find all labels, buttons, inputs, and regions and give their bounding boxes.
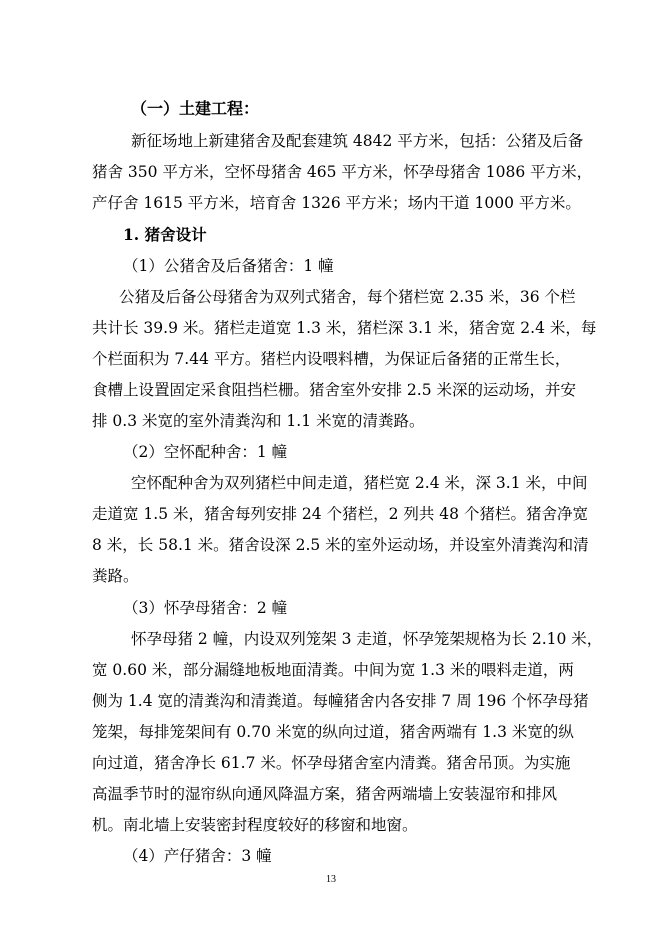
item1-line-5: 排 0.3 米宽的室外清粪沟和 1.1 米宽的清粪路。 (92, 412, 425, 430)
item3-line-4: 笼架，每排笼架间有 0.70 米宽的纵向过道，猪舍两端有 1.3 米宽的纵 (92, 723, 574, 741)
item4-title: （4）产仔猪舍：3 幢 (123, 847, 272, 865)
item1-line-1: 公猪及后备公母猪舍为双列式猪舍，每个猪栏宽 2.35 米，36 个栏 (119, 288, 576, 306)
sub-heading: 1. 猪舍设计 (123, 225, 207, 244)
item3-line-7: 机。南北墙上安装密封程度较好的移窗和地窗。 (92, 816, 418, 834)
item1-line-2: 共计长 39.9 米。猪栏走道宽 1.3 米，猪栏深 3.1 米，猪舍宽 2.4 米，每 (92, 319, 597, 337)
item1-title: （1）公猪舍及后备猪舍：1 幢 (123, 257, 334, 275)
item3-line-1: 怀孕母猪 2 幢，内设双列笼架 3 走道，怀孕笼架规格为长 2.10 米， (131, 630, 603, 648)
item2-title: （2）空怀配种舍：1 幢 (123, 443, 288, 461)
item2-line-1: 空怀配种舍为双列猪栏中间走道，猪栏宽 2.4 米，深 3.1 米，中间 (131, 474, 588, 492)
item1-line-3: 个栏面积为 7.44 平方。猪栏内设喂料槽，为保证后备猪的正常生长， (92, 350, 571, 368)
item1-line-4: 食槽上设置固定采食阻挡栏栅。猪舍室外安排 2.5 米深的运动场，并安 (92, 381, 577, 399)
item2-line-2: 走道宽 1.5 米，猪舍每列安排 24 个猪栏，2 列共 48 个猪栏。猪舍净宽 (92, 505, 588, 523)
section-heading: （一）土建工程： (131, 99, 260, 118)
item3-line-6: 高温季节时的湿帘纵向通风降温方案，猪舍两端墙上安装湿帘和排风 (92, 785, 558, 803)
item2-line-4: 粪路。 (92, 567, 139, 585)
item3-line-2: 宽 0.60 米，部分漏缝地板地面清粪。中间为宽 1.3 米的喂料走道，两 (92, 661, 574, 679)
item3-title: （3）怀孕母猪舍：2 幢 (123, 599, 288, 617)
intro-line-3: 产仔舍 1615 平方米，培育舍 1326 平方米；场内干道 1000 平方米。 (92, 194, 581, 212)
page-number: 13 (326, 874, 336, 885)
item2-line-3: 8 米，长 58.1 米。猪舍设深 2.5 米的室外运动场，并设室外清粪沟和清 (92, 536, 589, 554)
intro-line-2: 猪舍 350 平方米，空怀母猪舍 465 平方米，怀孕母猪舍 1086 平方米， (92, 163, 593, 181)
item3-line-5: 向过道，猪舍净长 61.7 米。怀孕母猪舍室内清粪。猪舍吊顶。为实施 (92, 754, 571, 772)
item3-line-3: 侧为 1.4 宽的清粪沟和清粪道。每幢猪舍内各安排 7 周 196 个怀孕母猪 (92, 692, 589, 710)
intro-line-1: 新征场地上新建猪舍及配套建筑 4842 平方米，包括：公猪及后备 (131, 132, 584, 150)
